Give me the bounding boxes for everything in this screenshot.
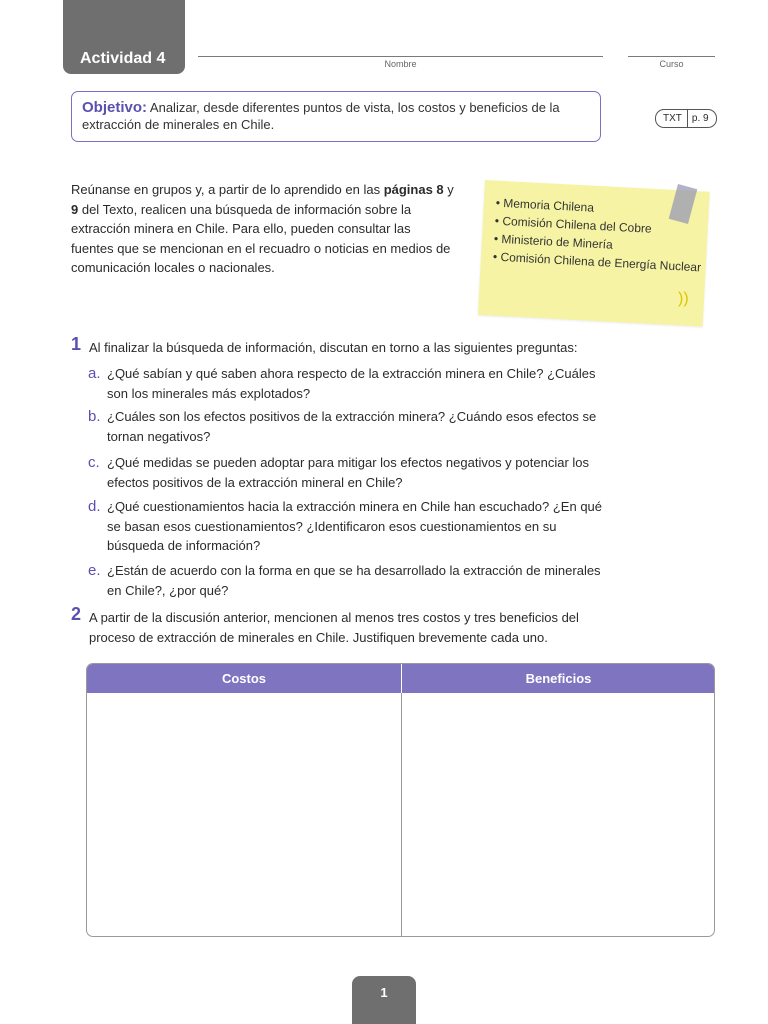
intro-text-2: y (443, 182, 454, 197)
question-2 (71, 604, 611, 647)
question-1a (88, 364, 613, 403)
source-item: • Memoria Chilena (495, 196, 708, 222)
item-text: ¿Cuáles son los efectos positivos de la extracción minera? ¿Cuándo esos efectos se tornan negativos? (107, 409, 597, 444)
text-reference-badge (655, 109, 717, 128)
item-letter: c. (88, 454, 100, 471)
question-2-number: 2 (71, 604, 82, 624)
intro-text-3: del Texto, realicen una búsqueda de información sobre la extracción minera en Chile. Para ello, pueden consultar las fuentes que se mencionan en el recuadro o noticias en medios de comunicación locales o nacionales. (71, 201, 451, 275)
item-text: ¿Qué medidas se pueden adoptar para mitigar los efectos negativos y potenciar los efectos positivos de la extracción mineral en Chile? (107, 455, 589, 490)
objective-text: Analizar, desde diferentes puntos de vista, los costos y beneficios de la extracción de minerales en Chile. (82, 100, 560, 132)
table-header (87, 664, 714, 693)
question-1e (88, 561, 613, 600)
column-header-benefits: Beneficios (525, 671, 592, 686)
course-line (628, 56, 715, 57)
intro-bold-1: páginas 8 (383, 182, 444, 197)
question-1d (88, 497, 613, 556)
question-1-number: 1 (71, 334, 82, 354)
intro-bold-2: 9 (71, 201, 79, 217)
page-curl-icon: )) (678, 290, 689, 307)
question-1b (88, 407, 613, 446)
question-2-text: A partir de la discusión anterior, mencionen al menos tres costos y tres beneficios del proceso de extracción de minerales en Chile. Justifiquen brevemente cada uno. (89, 610, 579, 645)
objective-box (71, 91, 601, 142)
source-item: • Comisión Chilena de Energía Nuclear (493, 250, 706, 276)
source-item: • Ministerio de Minería (494, 232, 707, 258)
costs-benefits-table (86, 663, 715, 937)
question-1-text: Al finalizar la búsqueda de información, discutan en torno a las siguientes preguntas: (89, 340, 578, 355)
item-letter: e. (88, 562, 101, 579)
name-label: Nombre (384, 59, 417, 69)
question-1c (88, 453, 613, 492)
item-text: ¿Qué cuestionamientos hacia la extracción minera en Chile han escuchado? ¿En qué se basan esos cuestionamientos? ¿Identificaron esos cuestionamientos en su búsqueda de información? (107, 499, 603, 553)
source-item: • Comisión Chilena del Cobre (494, 214, 707, 240)
item-letter: b. (88, 408, 101, 425)
name-line (198, 56, 603, 57)
column-divider (401, 693, 402, 936)
activity-title: Actividad 4 (80, 50, 166, 67)
reference-page: p. 9 (691, 113, 709, 124)
column-header-costs: Costos (87, 664, 402, 693)
reference-book: TXT (656, 110, 688, 127)
activity-tab (63, 0, 185, 74)
question-1 (71, 334, 611, 358)
item-letter: a. (88, 365, 101, 382)
table-body (87, 693, 714, 936)
page-number: 1 (352, 976, 416, 1024)
item-text: ¿Están de acuerdo con la forma en que se ha desarrollado la extracción de minerales en Chile?, ¿por qué? (107, 563, 601, 598)
item-text: ¿Qué sabían y qué saben ahora respecto de la extracción minera en Chile? ¿Cuáles son los minerales más explotados? (107, 366, 596, 401)
item-letter: d. (88, 498, 101, 515)
intro-paragraph (71, 180, 456, 278)
intro-text-1: Reúnanse en grupos y, a partir de lo aprendido en las (71, 182, 384, 197)
course-label: Curso (659, 59, 684, 69)
objective-label: Objetivo: (82, 99, 148, 116)
